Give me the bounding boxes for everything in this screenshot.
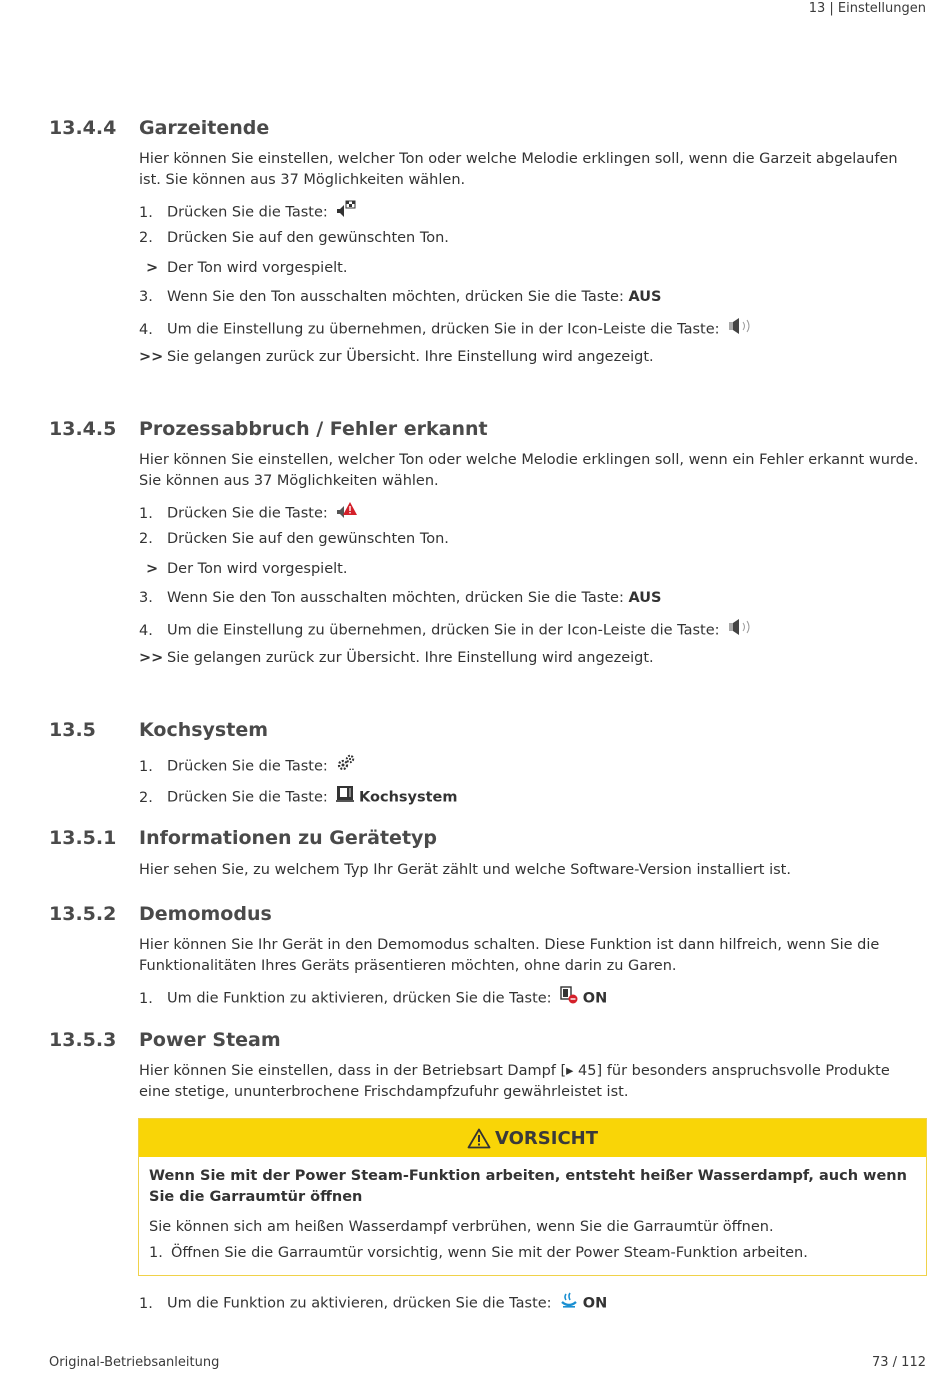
page-number: 73 / 112: [872, 1355, 926, 1370]
result-item: > Der Ton wird vorgespielt.: [146, 260, 348, 276]
step-item: 2. Drücken Sie auf den gewünschten Ton.: [139, 531, 449, 547]
timer-end-sound-icon: [336, 200, 356, 225]
speaker-icon: [728, 618, 754, 643]
result-item: >> Sie gelangen zurück zur Übersicht. Ihre Einstellung wird angezeigt.: [139, 650, 654, 666]
warning-label: VORSICHT: [495, 1127, 598, 1149]
warning-triangle-icon: [467, 1128, 491, 1149]
demo-mode-icon: [560, 986, 578, 1011]
footer-document-title: Original-Betriebsanleitung: [49, 1355, 220, 1370]
step-item: 1. Drücken Sie die Taste:: [139, 200, 356, 225]
section-title: Kochsystem: [139, 719, 269, 741]
section-intro: Hier können Sie einstellen, welcher Ton oder welche Melodie erklingen soll, wenn ein Fehler erkannt wurde. Sie können aus 37 Möglichkeiten wählen.: [139, 452, 919, 489]
step-item: 4. Um die Einstellung zu übernehmen, drücken Sie in der Icon-Leiste die Taste:: [139, 618, 754, 643]
section-number: 13.4.4: [49, 117, 117, 139]
power-steam-icon: [560, 1291, 578, 1316]
step-item: 4. Um die Einstellung zu übernehmen, drücken Sie in der Icon-Leiste die Taste:: [139, 317, 754, 342]
section-number: 13.5.3: [49, 1029, 117, 1051]
cooking-system-icon: [336, 785, 354, 810]
step-item: 2. Drücken Sie auf den gewünschten Ton.: [139, 230, 449, 246]
warning-box: [138, 1118, 927, 1276]
section-number: 13.5.2: [49, 903, 117, 925]
step-item: 3. Wenn Sie den Ton ausschalten möchten, drücken Sie die Taste: AUS: [139, 289, 662, 305]
step-item: 1. Drücken Sie die Taste:: [139, 754, 356, 779]
step-item: 1. Drücken Sie die Taste:: [139, 501, 358, 526]
running-header: 13 | Einstellungen: [808, 1, 926, 16]
gear-icon: [336, 754, 356, 779]
section-title: Informationen zu Gerätetyp: [139, 827, 438, 849]
error-sound-icon: [336, 501, 358, 526]
warning-headline: Wenn Sie mit der Power Steam-Funktion arbeiten, entsteht heißer Wasserdampf, auch wenn Sie die Garraumtür öffnen: [149, 1168, 907, 1205]
section-number: 13.4.5: [49, 418, 117, 440]
step-item: 1. Um die Funktion zu aktivieren, drücken Sie die Taste: ON: [139, 986, 607, 1011]
step-item: 2. Drücken Sie die Taste: Kochsystem: [139, 785, 457, 810]
section-number: 13.5.1: [49, 827, 117, 849]
section-intro: Hier können Sie Ihr Gerät in den Demomodus schalten. Diese Funktion ist dann hilfreich, wenn Sie die Funktionalitäten Ihres Geräts präsentieren möchten, ohne darin zu Garen.: [139, 937, 880, 974]
section-title: Prozessabbruch / Fehler erkannt: [139, 418, 488, 440]
result-item: >> Sie gelangen zurück zur Übersicht. Ihre Einstellung wird angezeigt.: [139, 349, 654, 365]
warning-text: Sie können sich am heißen Wasserdampf verbrühen, wenn Sie die Garraumtür öffnen.: [149, 1219, 774, 1235]
section-intro: Hier können Sie einstellen, dass in der Betriebsart Dampf [▸ 45] für besonders anspruchsvolle Produkte eine stetige, ununterbrochene Frischdampfzufuhr gewährleistet ist.: [139, 1063, 890, 1100]
warning-step: 1. Öffnen Sie die Garraumtür vorsichtig, wenn Sie mit der Power Steam-Funktion arbeiten.: [149, 1245, 808, 1261]
section-title: Demomodus: [139, 903, 272, 925]
warning-header: [139, 1119, 926, 1157]
section-number: 13.5: [49, 719, 96, 741]
step-item: 1. Um die Funktion zu aktivieren, drücken Sie die Taste: ON: [139, 1291, 607, 1316]
section-intro: Hier können Sie einstellen, welcher Ton oder welche Melodie erklingen soll, wenn die Garzeit abgelaufen ist. Sie können aus 37 Möglichkeiten wählen.: [139, 151, 898, 188]
step-item: 3. Wenn Sie den Ton ausschalten möchten, drücken Sie die Taste: AUS: [139, 590, 662, 606]
result-item: > Der Ton wird vorgespielt.: [146, 561, 348, 577]
section-title: Power Steam: [139, 1029, 281, 1051]
speaker-icon: [728, 317, 754, 342]
section-title: Garzeitende: [139, 117, 270, 139]
section-intro: Hier sehen Sie, zu welchem Typ Ihr Gerät zählt und welche Software-Version installiert ist.: [139, 862, 791, 878]
